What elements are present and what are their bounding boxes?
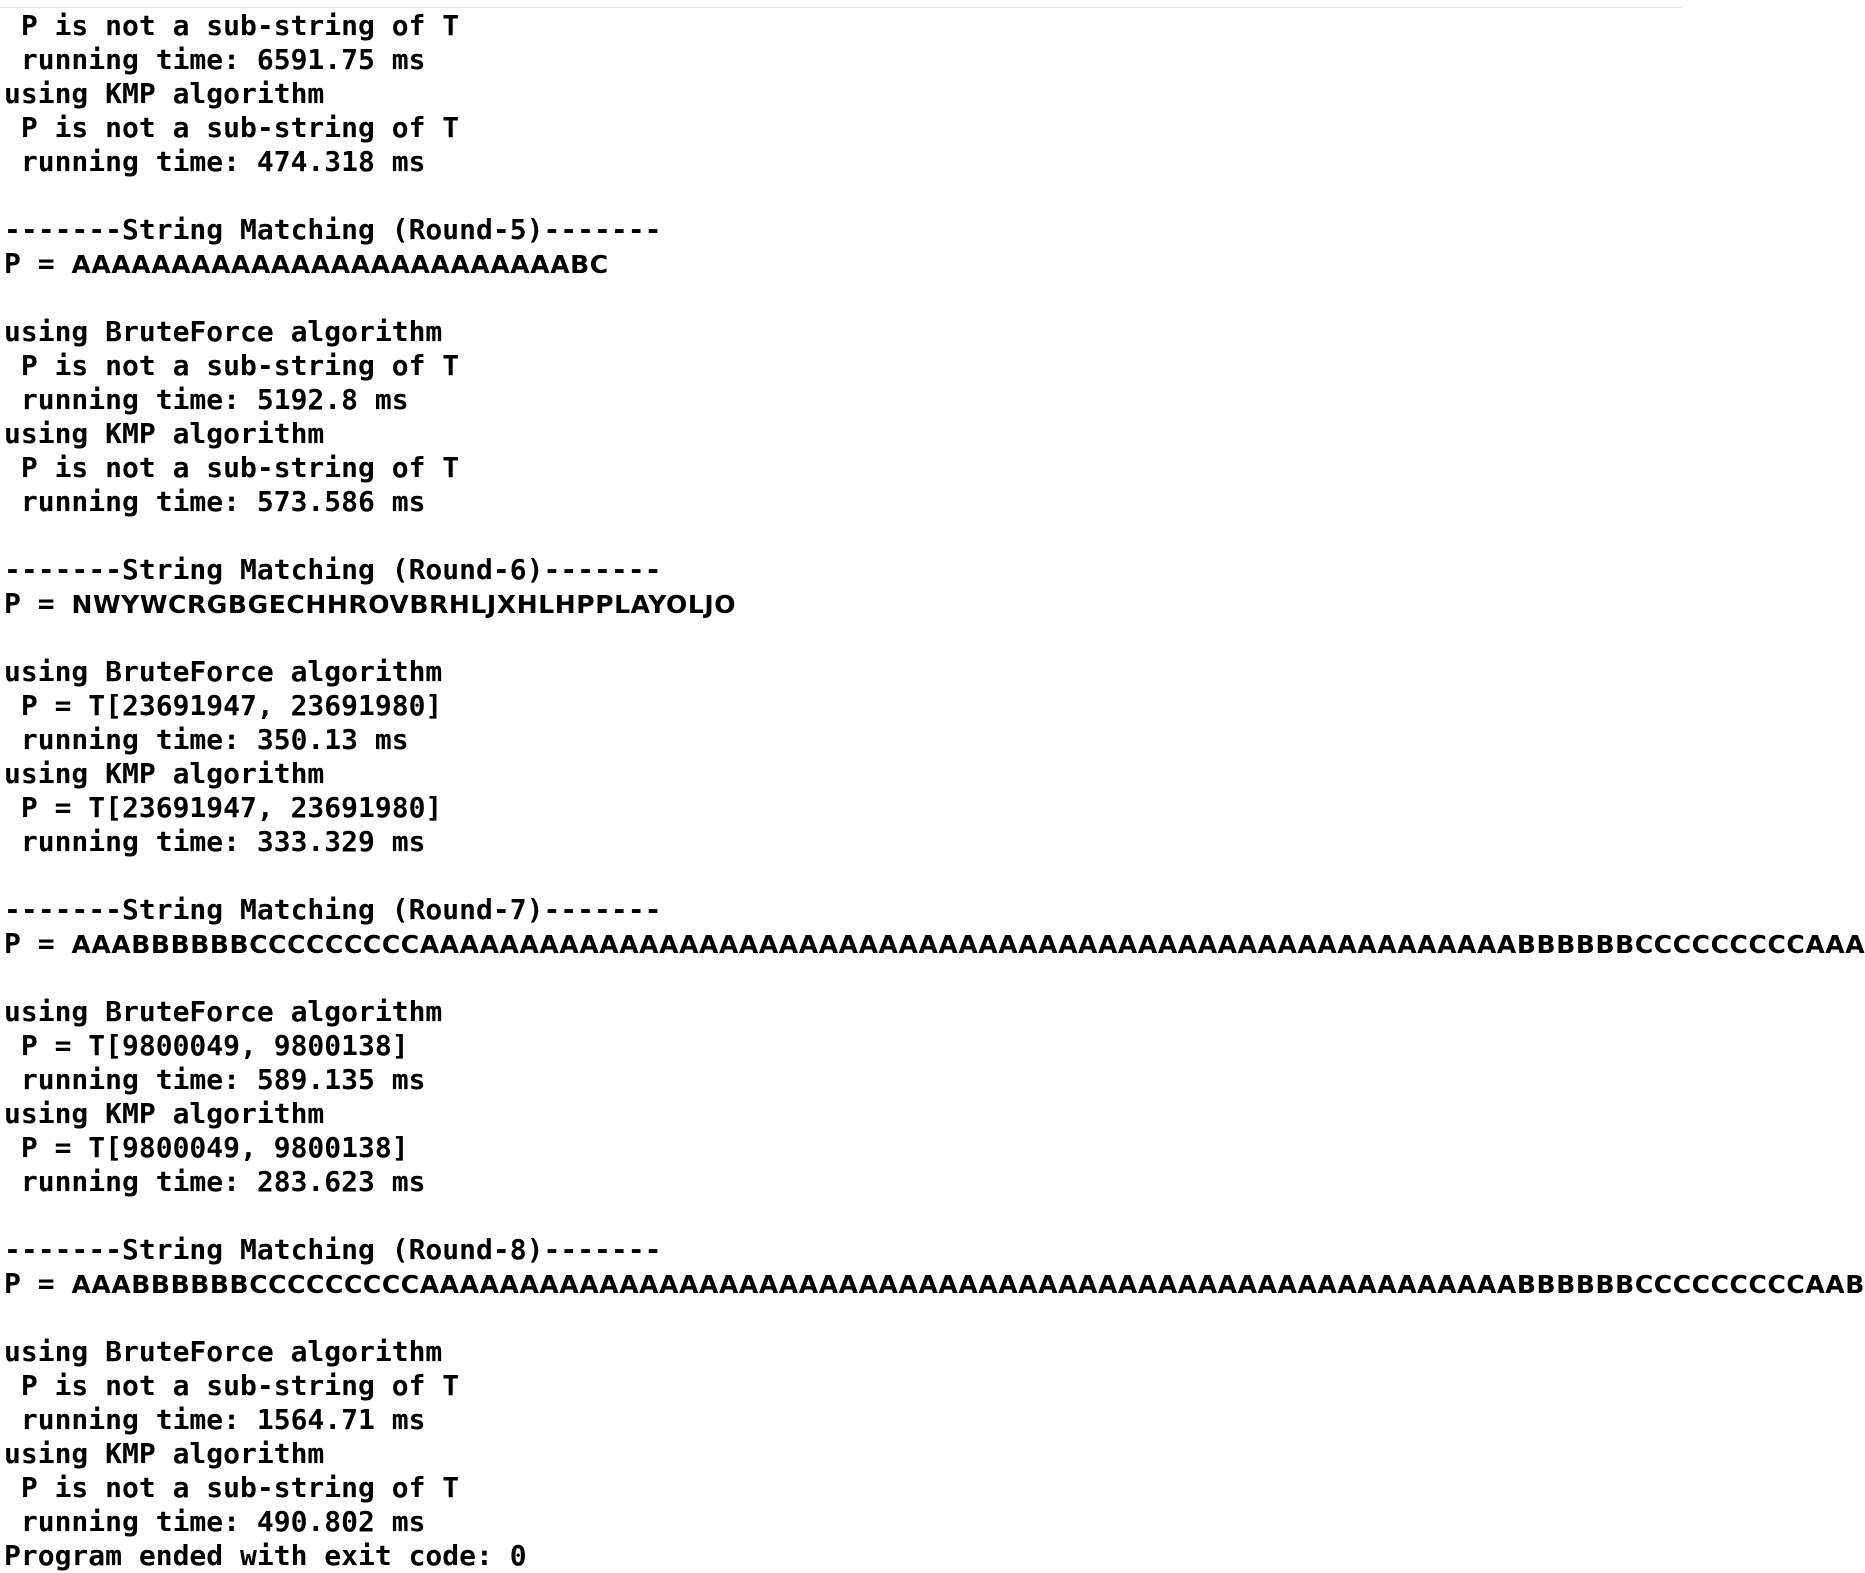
- console-line-timing: running time: 6591.75 ms: [4, 43, 426, 76]
- console-line-blank: [4, 621, 1865, 655]
- pattern-prefix: P =: [4, 927, 72, 960]
- console-text[interactable]: [4, 9, 1865, 1573]
- console-line-algorithm: using KMP algorithm: [4, 77, 325, 110]
- console-line-timing: running time: 573.586 ms: [4, 485, 426, 518]
- console-line-header: -------String Matching (Round-5)-------: [4, 213, 662, 246]
- console-line-algorithm: using BruteForce algorithm: [4, 315, 443, 348]
- console-line-algorithm: using BruteForce algorithm: [4, 1335, 443, 1368]
- console-line-blank: [4, 519, 1865, 553]
- console-line-timing: running time: 283.623 ms: [4, 1165, 426, 1198]
- console-line-result: P = T[23691947, 23691980]: [4, 791, 443, 824]
- pattern-prefix: P =: [4, 247, 72, 280]
- console-line-algorithm: using BruteForce algorithm: [4, 995, 443, 1028]
- console-line-result: P = T[9800049, 9800138]: [4, 1029, 409, 1062]
- console-line-result: P is not a sub-string of T: [4, 451, 460, 484]
- console-line-algorithm: using KMP algorithm: [4, 417, 325, 450]
- console-line-blank: [4, 961, 1865, 995]
- console-line-pattern: [4, 1267, 1865, 1301]
- console-line-timing: running time: 474.318 ms: [4, 145, 426, 178]
- console-line-exit: Program ended with exit code: 0: [4, 1539, 527, 1572]
- console-line-timing: running time: 5192.8 ms: [4, 383, 409, 416]
- console-line-blank: [4, 1199, 1865, 1233]
- console-line-blank: [4, 1301, 1865, 1335]
- console-line-timing: running time: 589.135 ms: [4, 1063, 426, 1096]
- console-line-result: P is not a sub-string of T: [4, 1471, 460, 1504]
- console-line-timing: running time: 490.802 ms: [4, 1505, 426, 1538]
- console-line-algorithm: using KMP algorithm: [4, 757, 325, 790]
- console-line-algorithm: using KMP algorithm: [4, 1437, 325, 1470]
- console-line-blank: [4, 281, 1865, 315]
- console-line-timing: running time: 333.329 ms: [4, 825, 426, 858]
- console-line-blank: [4, 859, 1865, 893]
- console-line-result: P is not a sub-string of T: [4, 349, 460, 382]
- console-line-pattern: [4, 927, 1865, 961]
- console-line-pattern: [4, 247, 1865, 281]
- pattern-value: NWYWCRGBGECHHROVBRHLJXHLHPPLAYOLJO: [71, 590, 737, 619]
- console-line-result: P is not a sub-string of T: [4, 1369, 460, 1402]
- console-line-pattern: [4, 587, 1865, 621]
- console-line-header: -------String Matching (Round-7)-------: [4, 893, 662, 926]
- pane-divider: [0, 7, 1682, 8]
- pattern-prefix: P =: [4, 587, 72, 620]
- console-line-algorithm: using KMP algorithm: [4, 1097, 325, 1130]
- console-line-timing: running time: 1564.71 ms: [4, 1403, 426, 1436]
- console-line-algorithm: using BruteForce algorithm: [4, 655, 443, 688]
- console-line-result: P = T[9800049, 9800138]: [4, 1131, 409, 1164]
- console-line-timing: running time: 350.13 ms: [4, 723, 409, 756]
- pattern-value: AAABBBBBBCCCCCCCCCAAAAAAAAAAAAAAAAAAAAAAAAAAAAAAAAAAAAAAAAAAAAAAAAAAAAAAABBBBBBCCCCCCCCCAAB: [71, 1270, 1865, 1299]
- pattern-prefix: P =: [4, 1267, 72, 1300]
- pattern-value: AAAAAAAAAAAAAAAAAAAAAAAAABC: [71, 250, 609, 279]
- console-line-result: P is not a sub-string of T: [4, 9, 460, 42]
- console-line-header: -------String Matching (Round-6)-------: [4, 553, 662, 586]
- pattern-value: AAABBBBBBCCCCCCCCCAAAAAAAAAAAAAAAAAAAAAAAAAAAAAAAAAAAAAAAAAAAAAAAAAAAAAAABBBBBBCCCCCCCCCAAA: [71, 930, 1865, 959]
- console-line-result: P is not a sub-string of T: [4, 111, 460, 144]
- console-line-blank: [4, 179, 1865, 213]
- console-line-result: P = T[23691947, 23691980]: [4, 689, 443, 722]
- console-line-header: -------String Matching (Round-8)-------: [4, 1233, 662, 1266]
